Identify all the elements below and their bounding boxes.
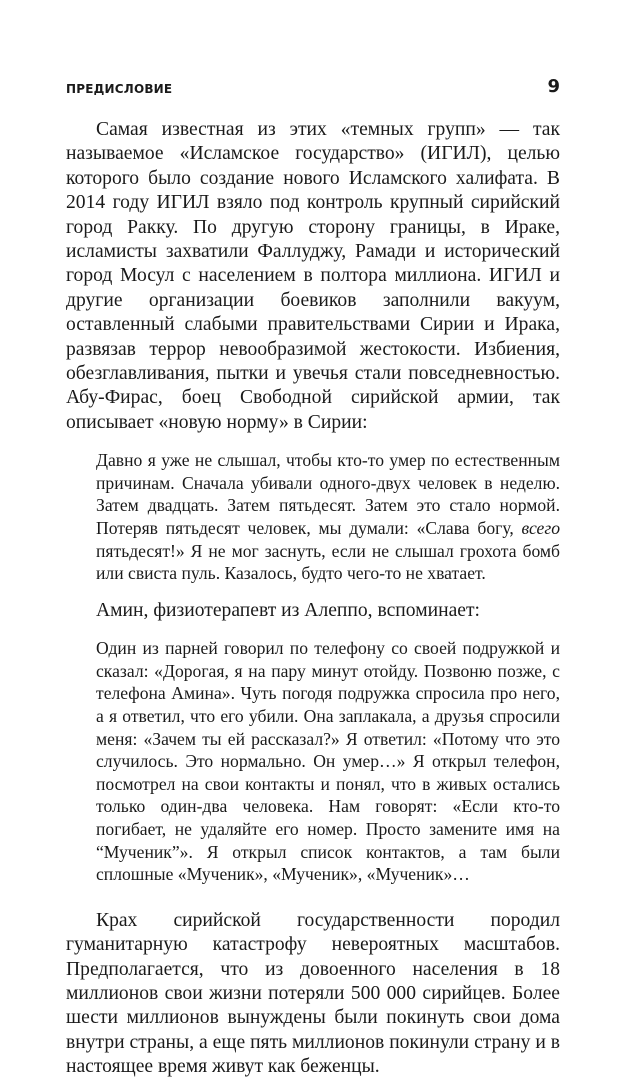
- paragraph: Крах сирийской государственности породил гуманитарную катастрофу невероятных масштабов. Предполагается, что из довоенного населения в 18 миллионов свои жизни потеряли 500 000 сирийцев. Более шести миллионов вынуждены были покинуть свои дома внутри страны, а еще пять миллионов покинули страну и в настоящее время живут как беженцы.: [66, 909, 560, 1078]
- page-number: 9: [547, 76, 560, 97]
- quote-text: Один из парней говорил по телефону со своей подружкой и сказал: «Дорогая, я на пару минут отойду. Позвоню позже, с телефона Амина». Чуть погодя подружка спросила про него, а я ответил, что его убили. Она заплакала, а друзья спросили меня: «Зачем ты ей рассказал?» Я ответил: «Потому что это случилось. Это нормально. Он умер…» Я открыл телефон, посмотрел на свои контакты и понял, что в живых остались только один-два человека. Нам говорят: «Если кто-то погибает, не удаляйте его номер. Просто замените имя на “Мученик”». Я открыл список контактов, а там были сплошные «Мученик», «Мученик», «Мученик»…: [96, 638, 560, 885]
- paragraph: Самая известная из этих «темных групп» — так называемое «Исламское государство» (ИГИЛ), целью которого было создание нового Исламского халифата. В 2014 году ИГИЛ взяло под контроль крупный сирийский город Ракку. По другую сторону границы, в Ираке, исламисты захватили Фаллуджу, Рамади и исторический город Мосул с населением в полтора миллиона. ИГИЛ и другие организации боевиков заполнили вакуум, оставленный слабыми правительствами Сирии и Ирака, развязав террор невообразимой жестокости. Избиения, обезглавливания, пытки и увечья стали повседневностью. Абу-Фирас, боец Свободной сирийской армии, так описывает «новую норму» в Сирии:: [66, 119, 560, 433]
- quote-text-part: пятьдесят!» Я не мог заснуть, если не слышал грохота бомб или свиста пуль. Казалось, будто чего-то не хватает.: [96, 540, 560, 584]
- chapter-title: ПРЕДИСЛОВИЕ: [66, 82, 173, 96]
- quote-text: [96, 449, 560, 585]
- block-quote: [96, 637, 560, 886]
- block-quote: [96, 449, 560, 585]
- main-text: [66, 118, 560, 1080]
- paragraph: Амин, физиотерапевт из Алеппо, вспоминает:: [96, 599, 480, 621]
- emphasized-word: всего: [521, 518, 560, 539]
- quote-text-part: Давно я уже не слышал, чтобы кто-то умер по естественным причинам. Сначала убивали одного-двух человек в неделю. Затем двадцать. Затем пятьдесят. Затем это стало нормой. Потеряв пятьдесят человек, мы думали: «Слава богу,: [96, 450, 560, 539]
- running-header: [66, 76, 560, 102]
